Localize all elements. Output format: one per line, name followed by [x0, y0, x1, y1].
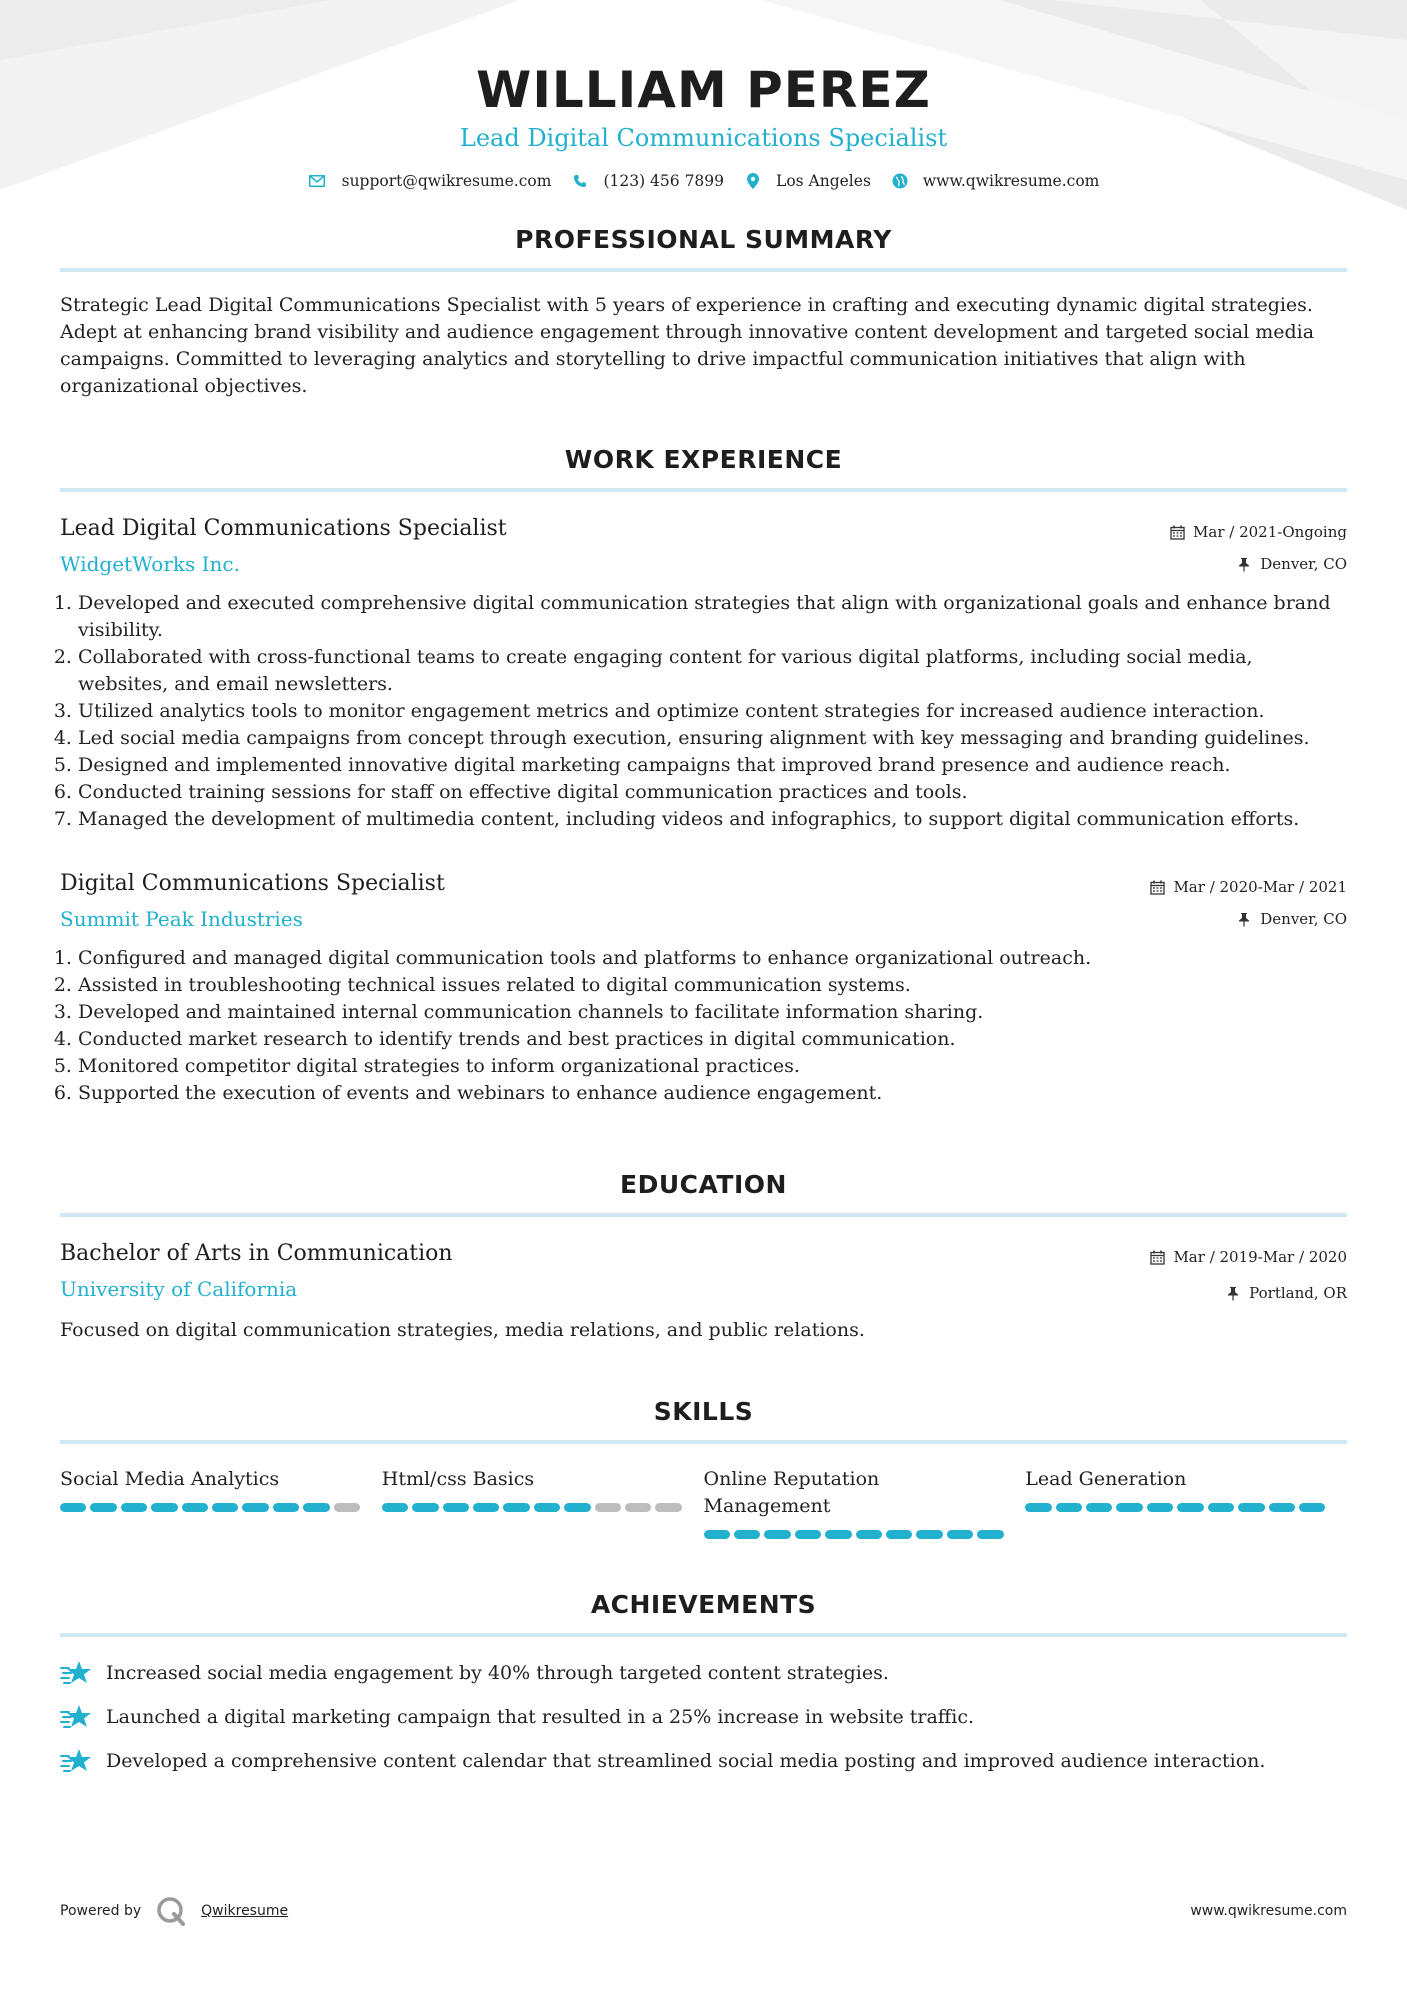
skill-segment-empty — [334, 1503, 360, 1512]
list-item — [60, 1747, 1347, 1775]
skill-segment-filled — [1056, 1503, 1082, 1512]
skill-segment-filled — [503, 1503, 529, 1512]
list-item — [60, 1703, 1347, 1731]
education-location-text: Portland, OR — [1249, 1284, 1347, 1302]
calendar-icon — [1169, 524, 1185, 540]
achievements-section — [60, 1589, 1347, 1775]
phone-icon — [571, 172, 589, 190]
footer-website-link[interactable]: www.qwikresume.com — [1190, 1903, 1347, 1919]
job-dates-text: Mar / 2021-Ongoing — [1193, 523, 1347, 541]
school-name: University of California — [60, 1277, 298, 1301]
skill-segment-filled — [60, 1503, 86, 1512]
calendar-icon — [1149, 1249, 1165, 1265]
skill-segment-filled — [795, 1530, 821, 1539]
candidate-name: WILLIAM PEREZ — [476, 61, 931, 119]
candidate-title: Lead Digital Communications Specialist — [459, 124, 948, 152]
achievements-list — [60, 1659, 1347, 1775]
achievement-text: Increased social media engagement by 40% through targeted content strategies. — [106, 1661, 889, 1684]
section-divider — [60, 1440, 1347, 1444]
education-entry — [60, 1239, 1347, 1344]
job-location — [1149, 907, 1347, 931]
powered-by-label: Powered by — [60, 1903, 142, 1919]
list-item: 5. Monitored competitor digital strategies to inform organizational practices. — [78, 1053, 1347, 1080]
skills-grid — [60, 1466, 1347, 1539]
skills-heading: SKILLS — [653, 1397, 754, 1426]
skill-name: Lead Generation — [1025, 1468, 1187, 1490]
list-item: 6. Supported the execution of events and webinars to enhance audience engagement. — [78, 1080, 1347, 1107]
skill-segment-filled — [1299, 1503, 1325, 1512]
skill-segment-filled — [977, 1530, 1003, 1539]
achievement-text: Launched a digital marketing campaign that resulted in a 25% increase in website traffic. — [106, 1705, 975, 1728]
list-item: 5. Designed and implemented innovative digital marketing campaigns that improved brand presence and audience reach. — [78, 752, 1347, 779]
skill-segment-filled — [443, 1503, 469, 1512]
experience-heading: WORK EXPERIENCE — [564, 445, 843, 474]
skill-level-bar — [60, 1503, 360, 1512]
job-location — [1169, 552, 1347, 576]
contact-location — [744, 172, 871, 190]
summary-heading: PROFESSIONAL SUMMARY — [515, 225, 892, 254]
skill-segment-filled — [382, 1503, 408, 1512]
contact-phone[interactable] — [571, 172, 724, 190]
skill-segment-filled — [1116, 1503, 1142, 1512]
list-item: 4. Conducted market research to identify trends and best practices in digital communication. — [78, 1026, 1347, 1053]
skill-segment-filled — [764, 1530, 790, 1539]
skill-segment-filled — [534, 1503, 560, 1512]
skill-segment-filled — [886, 1530, 912, 1539]
job-bullets — [60, 945, 1347, 1107]
skill-segment-filled — [90, 1503, 116, 1512]
job-entry — [60, 869, 1347, 1107]
skill-segment-filled — [564, 1503, 590, 1512]
job-bullets — [60, 590, 1347, 833]
calendar-icon — [1149, 879, 1165, 895]
skill-level-bar — [704, 1530, 1004, 1539]
skill-segment-filled — [473, 1503, 499, 1512]
job-dates — [1169, 520, 1347, 544]
skill-name: Social Media Analytics — [60, 1468, 280, 1490]
education-location — [1149, 1281, 1347, 1305]
pushpin-icon — [1236, 556, 1252, 572]
star-icon — [60, 1703, 92, 1731]
list-item: 7. Managed the development of multimedia content, including videos and infographics, to support digital communication efforts. — [78, 806, 1347, 833]
education-description: Focused on digital communication strategies, media relations, and public relations. — [60, 1319, 865, 1341]
pushpin-icon — [1225, 1285, 1241, 1301]
skill-segment-filled — [1177, 1503, 1203, 1512]
job-entry — [60, 514, 1347, 833]
contact-website[interactable] — [891, 172, 1099, 190]
job-company: WidgetWorks Inc. — [60, 552, 240, 576]
envelope-icon — [308, 172, 326, 190]
page-footer — [60, 1895, 1347, 1927]
job-title: Lead Digital Communications Specialist — [60, 516, 507, 541]
skill-segment-filled — [947, 1530, 973, 1539]
section-divider — [60, 268, 1347, 272]
skills-section — [60, 1396, 1347, 1539]
skill-segment-filled — [1269, 1503, 1295, 1512]
skill-name: Html/css Basics — [381, 1468, 535, 1490]
education-dates-text: Mar / 2019-Mar / 2020 — [1173, 1248, 1347, 1266]
experience-section — [60, 444, 1347, 1107]
section-divider — [60, 1213, 1347, 1217]
education-section — [60, 1169, 1347, 1344]
skill-level-bar — [382, 1503, 682, 1512]
summary-section — [60, 224, 1347, 400]
email-text: support@qwikresume.com — [341, 172, 552, 190]
section-divider — [60, 1633, 1347, 1637]
job-location-text: Denver, CO — [1260, 555, 1347, 573]
website-text: www.qwikresume.com — [922, 172, 1100, 190]
skill-segment-filled — [734, 1530, 760, 1539]
skill-segment-filled — [825, 1530, 851, 1539]
degree-title: Bachelor of Arts in Communication — [60, 1241, 453, 1266]
list-item: 3. Developed and maintained internal communication channels to facilitate information sharing. — [78, 999, 1347, 1026]
qwikresume-logo-icon — [155, 1895, 187, 1927]
list-item: 4. Led social media campaigns from concept through execution, ensuring alignment with key messaging and branding guidelines. — [78, 725, 1347, 752]
pushpin-icon — [1236, 911, 1252, 927]
resume-header — [60, 0, 1347, 190]
contact-email[interactable] — [308, 172, 552, 190]
globe-icon — [891, 172, 909, 190]
list-item: 3. Utilized analytics tools to monitor engagement metrics and optimize content strategies for increased audience interaction. — [78, 698, 1347, 725]
list-item: 1. Configured and managed digital communication tools and platforms to enhance organizational outreach. — [78, 945, 1347, 972]
list-item: 1. Developed and executed comprehensive digital communication strategies that align with organizational goals and enhance brand visibility. — [78, 590, 1347, 644]
phone-text: (123) 456 7899 — [603, 172, 725, 190]
skill-segment-filled — [151, 1503, 177, 1512]
skill-segment-filled — [303, 1503, 329, 1512]
skill-segment-filled — [212, 1503, 238, 1512]
education-heading: EDUCATION — [620, 1170, 787, 1199]
contact-bar — [60, 172, 1347, 190]
skill-level-bar — [1025, 1503, 1325, 1512]
skill-item — [704, 1466, 1026, 1539]
skill-segment-filled — [856, 1530, 882, 1539]
skill-segment-empty — [595, 1503, 621, 1512]
section-divider — [60, 488, 1347, 492]
skill-item — [382, 1466, 704, 1539]
job-dates-text: Mar / 2020-Mar / 2021 — [1173, 878, 1347, 896]
job-location-text: Denver, CO — [1260, 910, 1347, 928]
skill-segment-empty — [625, 1503, 651, 1512]
job-title: Digital Communications Specialist — [60, 871, 445, 896]
star-icon — [60, 1659, 92, 1687]
achievements-heading: ACHIEVEMENTS — [590, 1590, 817, 1619]
skill-name: Online Reputation Management — [703, 1468, 880, 1517]
skill-segment-filled — [916, 1530, 942, 1539]
skill-segment-filled — [1147, 1503, 1173, 1512]
skill-item — [60, 1466, 382, 1539]
summary-text: Strategic Lead Digital Communications Specialist with 5 years of experience in crafting and executing dynamic digital strategies. Adept at enhancing brand visibility and audience engagement through innovative content development and targeted social media campaigns. Committed to leveraging analytics and storytelling to drive impactful communication initiatives that align with organizational objectives. — [60, 294, 1315, 397]
brand-link[interactable]: Qwikresume — [201, 1903, 289, 1919]
skill-segment-filled — [121, 1503, 147, 1512]
achievement-text: Developed a comprehensive content calendar that streamlined social media posting and improved audience interaction. — [106, 1749, 1266, 1772]
job-dates — [1149, 875, 1347, 899]
skill-segment-filled — [182, 1503, 208, 1512]
list-item: 2. Collaborated with cross-functional teams to create engaging content for various digital platforms, including social media, websites, and email newsletters. — [78, 644, 1347, 698]
skill-segment-filled — [1086, 1503, 1112, 1512]
map-pin-icon — [744, 172, 762, 190]
location-text: Los Angeles — [776, 172, 871, 190]
skill-segment-filled — [1208, 1503, 1234, 1512]
job-company: Summit Peak Industries — [60, 907, 303, 931]
skill-item — [1025, 1466, 1347, 1539]
skill-segment-filled — [412, 1503, 438, 1512]
skill-segment-filled — [273, 1503, 299, 1512]
education-dates — [1149, 1245, 1347, 1269]
skill-segment-filled — [242, 1503, 268, 1512]
list-item — [60, 1659, 1347, 1687]
skill-segment-empty — [655, 1503, 681, 1512]
list-item: 6. Conducted training sessions for staff on effective digital communication practices and tools. — [78, 779, 1347, 806]
skill-segment-filled — [1238, 1503, 1264, 1512]
skill-segment-filled — [704, 1530, 730, 1539]
star-icon — [60, 1747, 92, 1775]
list-item: 2. Assisted in troubleshooting technical issues related to digital communication systems. — [78, 972, 1347, 999]
skill-segment-filled — [1025, 1503, 1051, 1512]
